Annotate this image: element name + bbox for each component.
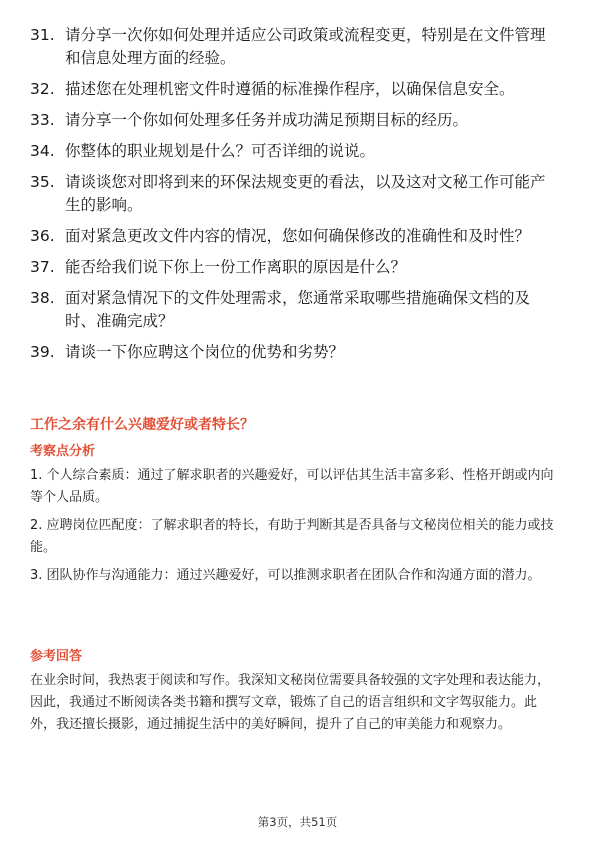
- question-number: 36.: [30, 227, 55, 245]
- question-text: 面对紧急情况下的文件处理需求，您通常采取哪些措施确保文档的及时、准确完成？: [65, 289, 531, 330]
- answer-text: 在业余时间，我热衷于阅读和写作。我深知文秘岗位需要具备较强的文字处理和表达能力，因此，我通过不断阅读各类书籍和撰写文章，锻炼了自己的语言组织和文字驾驭能力。此外，我还擅长摄影，通过捕捉生活中的美好瞬间，提升了自己的审美能力和观察力。: [30, 673, 551, 732]
- answer-heading: 参考回答: [30, 649, 83, 664]
- question-item: [30, 140, 560, 163]
- question-text: 请分享一次你如何处理并适应公司政策或流程变更，特别是在文件管理和信息处理方面的经验。: [65, 26, 546, 67]
- question-text: 面对紧急更改文件内容的情况，您如何确保修改的准确性和及时性？: [65, 227, 531, 245]
- question-text: 请谈一下你应聘这个岗位的优势和劣势？: [65, 343, 345, 361]
- question-item: [30, 109, 560, 132]
- question-item: [30, 24, 560, 70]
- question-number: 38.: [30, 289, 55, 307]
- question-number: 32.: [30, 80, 55, 98]
- question-text: 请分享一个你如何处理多任务并成功满足预期目标的经历。: [65, 111, 469, 129]
- question-item: [30, 256, 560, 279]
- answer-body: [30, 670, 560, 736]
- question-item: [30, 341, 560, 364]
- question-text: 你整体的职业规划是什么？可否详细的说说。: [65, 142, 376, 160]
- question-number: 33.: [30, 111, 55, 129]
- analysis-list: [30, 465, 560, 593]
- analysis-item: 3. 团队协作与沟通能力：通过兴趣爱好，可以推测求职者在团队合作和沟通方面的潜力。: [30, 568, 541, 583]
- question-item: [30, 287, 560, 333]
- question-item: [30, 225, 560, 248]
- question-number: 37.: [30, 258, 55, 276]
- question-number: 31.: [30, 26, 55, 44]
- question-number: 34.: [30, 142, 55, 160]
- question-text: 请谈谈您对即将到来的环保法规变更的看法，以及这对文秘工作可能产生的影响。: [65, 173, 546, 214]
- question-list: [30, 24, 560, 372]
- question-number: 35.: [30, 173, 55, 191]
- question-number: 39.: [30, 343, 55, 361]
- main-question-heading: 工作之余有什么兴趣爱好或者特长？: [30, 417, 254, 433]
- question-text: 能否给我们说下你上一份工作离职的原因是什么？: [65, 258, 407, 276]
- question-item: [30, 171, 560, 217]
- page-footer: 第3页，共51页: [257, 815, 338, 829]
- analysis-heading: 考察点分析: [30, 444, 96, 459]
- analysis-item: 2. 应聘岗位匹配度：了解求职者的特长，有助于判断其是否具备与文秘岗位相关的能力或技能。: [30, 518, 554, 555]
- analysis-item: 1. 个人综合素质：通过了解求职者的兴趣爱好，可以评估其生活丰富多彩、性格开朗或内向等个人品质。: [30, 468, 554, 505]
- question-text: 描述您在处理机密文件时遵循的标准操作程序，以确保信息安全。: [65, 80, 515, 98]
- question-item: [30, 78, 560, 101]
